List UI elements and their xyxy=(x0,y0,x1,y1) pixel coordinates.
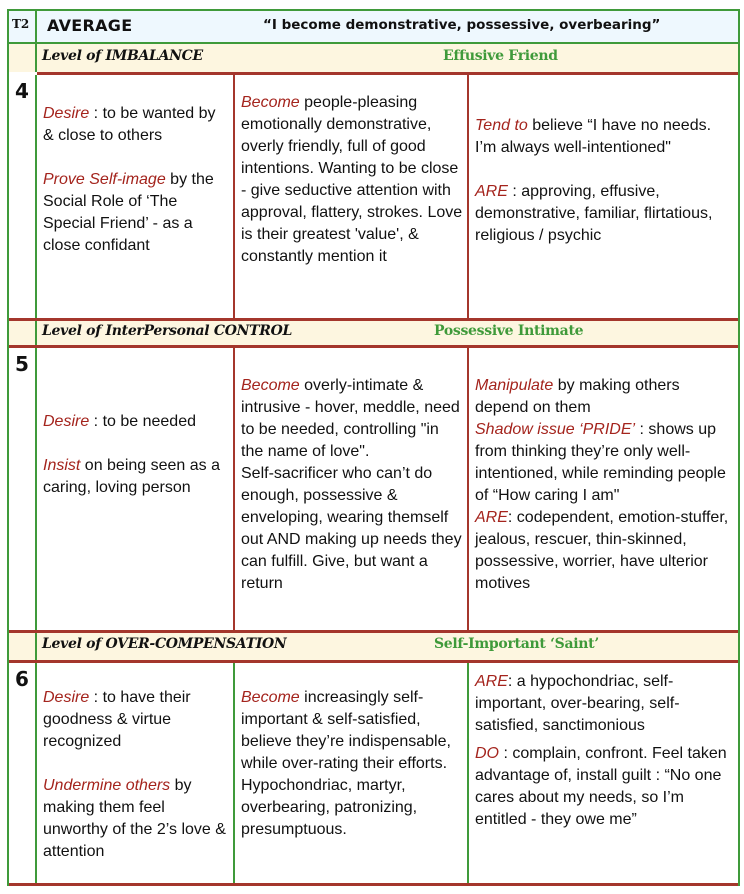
self-image-label: Prove Self-image xyxy=(43,171,166,188)
header-quote: “I become demonstrative, possessive, overbearing” xyxy=(263,17,661,33)
level-name: Self-Important ‘Saint’ xyxy=(434,636,599,652)
level-title: Level of OVER-COMPENSATION xyxy=(42,636,287,652)
desire-cell: Desire : to be needed Insist on being seen as a caring, loving person xyxy=(43,413,221,496)
become-cell xyxy=(235,75,469,318)
level-row-4 xyxy=(9,75,738,318)
level-number-spacer xyxy=(9,44,37,72)
desire-label: Desire xyxy=(43,413,90,430)
divider xyxy=(9,883,738,886)
level-header-control xyxy=(9,321,738,345)
tend-to-label: Tend to xyxy=(475,117,528,134)
become-text: people-pleasing emotionally demonstrative, overly friendly, full of good intentions. Wanting to be close - give seductive attention with approval, flattery, strokes. Love is their greatest 'value', & constantly mention it xyxy=(241,94,463,265)
enneagram-type2-table xyxy=(7,9,740,886)
level-header-over-compensation xyxy=(9,633,738,660)
self-image-text: Prove Self-image by the Social Role of ‘The Special Friend’ - as a close confidant xyxy=(43,171,214,254)
shadow-issue-label: Shadow issue ‘PRIDE’ xyxy=(475,421,636,438)
level-number: 4 xyxy=(9,75,37,318)
level-name: Effusive Friend xyxy=(443,48,558,64)
level-number-spacer xyxy=(9,633,37,660)
desire-label: Desire xyxy=(43,689,90,706)
become-label: Become xyxy=(241,377,300,394)
become-label: Become xyxy=(241,689,300,706)
level-number: 5 xyxy=(9,348,37,630)
become-cell: Become overly-intimate & intrusive - hover, meddle, need to be needed, controlling "in the name of love". Self-sacrificer who can’t do enough, possessive & enveloping, wearing themself out AND making up needs they can fulfill. Give, but want a return xyxy=(235,348,469,630)
desire-label: Desire xyxy=(43,105,90,122)
level-row-5 xyxy=(9,348,738,630)
beliefs-cell: ARE: a hypochondriac, self-important, over-bearing, self-satisfied, sanctimonious DO : complain, confront. Feel taken advantage of, install guilt : “No one cares about my needs, so I’m entitled - they owe me” xyxy=(475,673,727,828)
beliefs-cell: Manipulate by making others depend on them Shadow issue ‘PRIDE’ : shows up from thinking they’re only well-intentioned, while reminding people of “How caring I am" ARE: codependent, emotion-stuffer, jealous, rescuer, thin-skinned, possessive, worrier, have ulterior motives xyxy=(475,377,729,592)
level-number: 6 xyxy=(9,663,37,885)
header-title: AVERAGE xyxy=(47,16,133,35)
undermine-label: Undermine others xyxy=(43,777,171,794)
level-number-spacer xyxy=(9,321,37,345)
manipulate-label: Manipulate xyxy=(475,377,554,394)
beliefs-cell: Tend to believe “I have no needs. I’m always well-intentioned" ARE : approving, effusive, demonstrative, familiar, flirtatious, religious / psychic xyxy=(475,117,713,244)
become-cell: Become increasingly self-important & self-satisfied, believe they’re indispensable, while over-rating their efforts. Hypochondriac, martyr, overbearing, patronizing, presumptuous. xyxy=(241,689,451,838)
are-label: ARE xyxy=(475,183,508,200)
become-label: Become xyxy=(241,94,300,111)
table-header xyxy=(9,11,738,44)
insist-label: Insist xyxy=(43,457,81,474)
are-label: ARE xyxy=(475,673,508,690)
do-label: DO xyxy=(475,745,499,762)
type-badge: T2 xyxy=(9,11,37,42)
level-title: Level of IMBALANCE xyxy=(42,48,203,64)
level-row-6 xyxy=(9,663,738,885)
are-label: ARE xyxy=(475,509,508,526)
level-header-imbalance xyxy=(9,44,738,72)
self-sacrificer-text: Self-sacrificer who can’t do enough, possessive & enveloping, wearing themself out AND making up needs they can fulfill. Give, but want a return xyxy=(241,465,462,592)
desire-cell xyxy=(37,75,235,318)
level-name: Possessive Intimate xyxy=(434,323,584,339)
desire-text: Desire : to be wanted by & close to others xyxy=(43,105,216,144)
desire-cell: Desire : to have their goodness & virtue recognized Undermine others by making them feel unworthy of the 2’s love & attention xyxy=(43,689,226,860)
level-title: Level of InterPersonal CONTROL xyxy=(42,323,293,339)
